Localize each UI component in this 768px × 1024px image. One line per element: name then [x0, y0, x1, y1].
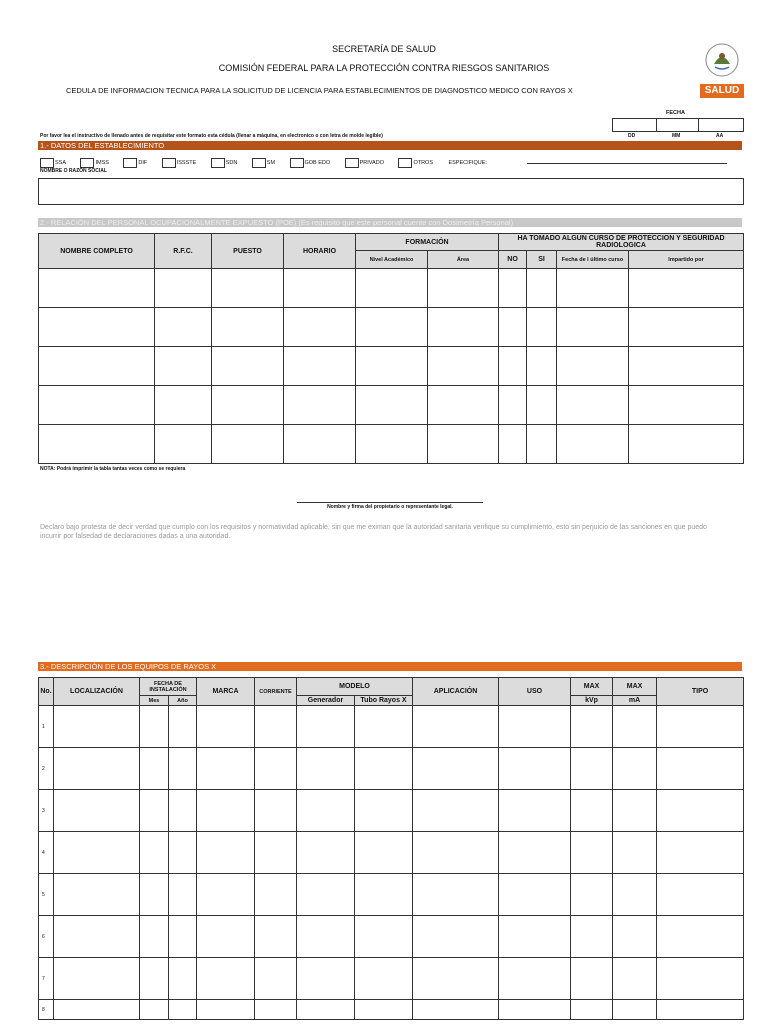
table-cell[interactable] — [613, 706, 657, 748]
table-cell[interactable] — [499, 269, 527, 308]
fecha-label: FECHA — [666, 110, 685, 116]
row-number: 8 — [39, 1000, 54, 1020]
table-cell[interactable] — [140, 790, 169, 832]
table-cell[interactable] — [413, 874, 499, 916]
table-cell[interactable] — [297, 832, 355, 874]
option-label: ISSSTE — [176, 159, 197, 166]
checkbox-sm[interactable] — [252, 158, 266, 168]
table-cell[interactable] — [54, 748, 140, 790]
table-cell[interactable] — [657, 916, 744, 958]
table-cell[interactable] — [413, 790, 499, 832]
table-cell[interactable] — [557, 386, 629, 425]
equipment-table — [38, 677, 744, 1020]
table-cell[interactable] — [428, 308, 499, 347]
table-cell[interactable] — [212, 269, 284, 308]
table-cell[interactable] — [571, 832, 613, 874]
table-cell[interactable] — [571, 1000, 613, 1020]
table-cell[interactable] — [255, 1000, 297, 1020]
table-cell[interactable] — [297, 790, 355, 832]
option-label: OTROS — [413, 159, 433, 166]
col-mes: Mes — [140, 696, 169, 706]
section3-title: 3.- DESCRIPCIÓN DE LOS EQUIPOS DE RAYOS X — [38, 662, 742, 671]
header-line3: CEDULA DE INFORMACION TECNICA PARA LA SOLICITUD DE LICENCIA PARA ESTABLECIMIENTOS DE DIAGNOSTICO MEDICO CON RAYOS X — [66, 86, 573, 95]
table-cell[interactable] — [197, 916, 255, 958]
personnel-table — [38, 233, 744, 464]
table-cell[interactable] — [629, 269, 744, 308]
table-cell[interactable] — [557, 425, 629, 464]
row-number: 4 — [39, 832, 54, 874]
table-cell[interactable] — [355, 874, 413, 916]
table-cell[interactable] — [499, 308, 527, 347]
table-cell[interactable] — [571, 706, 613, 748]
col-anio: Año — [169, 696, 197, 706]
table-cell[interactable] — [169, 874, 197, 916]
table-cell[interactable] — [284, 308, 356, 347]
table-row — [39, 386, 744, 425]
table-cell[interactable] — [527, 308, 557, 347]
table-cell[interactable] — [197, 748, 255, 790]
table-cell[interactable] — [356, 425, 428, 464]
table-cell[interactable] — [39, 425, 155, 464]
table-row — [39, 790, 744, 832]
checkbox-ssa[interactable] — [40, 158, 54, 168]
table-cell[interactable] — [197, 790, 255, 832]
table-cell[interactable] — [169, 958, 197, 1000]
table-cell[interactable] — [39, 347, 155, 386]
table-cell[interactable] — [413, 706, 499, 748]
table-cell[interactable] — [657, 832, 744, 874]
fecha-mm-field[interactable] — [656, 118, 700, 132]
checkbox-otros[interactable] — [398, 158, 412, 168]
checkbox-imss[interactable] — [80, 158, 94, 168]
table-cell[interactable] — [54, 1000, 140, 1020]
option-label: SDN — [225, 159, 238, 166]
section1-title: 1.- DATOS DEL ESTABLECIMIENTO — [38, 141, 742, 150]
table-row — [39, 1000, 744, 1020]
row-number: 2 — [39, 748, 54, 790]
table-cell[interactable] — [212, 386, 284, 425]
table-cell[interactable] — [355, 748, 413, 790]
col-formacion: FORMACIÓN — [356, 234, 499, 251]
col-fecha-instalacion: FECHA DE INSTALACIÓN — [140, 678, 197, 696]
col-no: NO — [499, 251, 527, 269]
table-cell[interactable] — [355, 916, 413, 958]
table-cell[interactable] — [499, 706, 571, 748]
table-cell[interactable] — [499, 874, 571, 916]
fecha-mm-label: MM — [672, 133, 681, 139]
table-cell[interactable] — [155, 347, 212, 386]
table-cell[interactable] — [571, 916, 613, 958]
table-cell[interactable] — [499, 347, 527, 386]
table-cell[interactable] — [629, 386, 744, 425]
col-max-kvp-top: MAX — [571, 678, 613, 696]
table-cell[interactable] — [499, 1000, 571, 1020]
table-cell[interactable] — [54, 958, 140, 1000]
table-cell[interactable] — [657, 1000, 744, 1020]
table-cell[interactable] — [356, 347, 428, 386]
especifique-label: ESPECIFIQUE: — [448, 159, 487, 166]
table-cell[interactable] — [54, 832, 140, 874]
col-tubo: Tubo Rayos X — [355, 696, 413, 706]
col-corriente: CORRIENTE — [255, 678, 297, 706]
table-cell[interactable] — [255, 748, 297, 790]
table-cell[interactable] — [657, 958, 744, 1000]
table-row — [39, 347, 744, 386]
fecha-aa-label: AA — [716, 133, 724, 139]
col-horario: HORARIO — [284, 234, 356, 269]
table-cell[interactable] — [413, 748, 499, 790]
col-max-ma-top: MAX — [613, 678, 657, 696]
table-cell[interactable] — [356, 386, 428, 425]
option-label: IMSS — [95, 159, 109, 166]
col-puesto: PUESTO — [212, 234, 284, 269]
table-row — [39, 832, 744, 874]
table-cell[interactable] — [657, 748, 744, 790]
checkbox-dif[interactable] — [123, 158, 137, 168]
table-cell[interactable] — [140, 706, 169, 748]
table-cell[interactable] — [355, 706, 413, 748]
checkbox-sdn[interactable] — [211, 158, 225, 168]
table-cell[interactable] — [140, 958, 169, 1000]
table-cell[interactable] — [297, 1000, 355, 1020]
signature-label: Nombre y firma del propietario o representante legal. — [327, 504, 453, 510]
table-cell[interactable] — [255, 832, 297, 874]
instruction-text: Por favor lea el instructivo de llenado antes de requisitar este formato esta cédula (llenar a máquina, en electronico o con letra de molde legible) — [40, 133, 383, 139]
table-cell[interactable] — [355, 1000, 413, 1020]
table-cell[interactable] — [297, 706, 355, 748]
eagle-seal-icon — [704, 42, 740, 78]
table-cell[interactable] — [169, 916, 197, 958]
checkbox-gob-edo[interactable] — [290, 158, 304, 168]
table-cell[interactable] — [499, 790, 571, 832]
table-cell[interactable] — [255, 958, 297, 1000]
row-number: 7 — [39, 958, 54, 1000]
table-cell[interactable] — [499, 748, 571, 790]
table-cell[interactable] — [54, 874, 140, 916]
table-cell[interactable] — [212, 425, 284, 464]
table-row — [39, 308, 744, 347]
option-label: PRIVADO — [359, 159, 384, 166]
fecha-dd-label: DD — [628, 133, 636, 139]
table-cell[interactable] — [140, 874, 169, 916]
table-cell[interactable] — [629, 425, 744, 464]
col-aplicacion: APLICACIÓN — [413, 678, 499, 706]
table-cell[interactable] — [284, 269, 356, 308]
table-cell[interactable] — [657, 706, 744, 748]
table-cell[interactable] — [297, 874, 355, 916]
table-cell[interactable] — [629, 308, 744, 347]
table-cell[interactable] — [571, 874, 613, 916]
table-note: NOTA: Podrá imprimir la tabla tantas veces como se requiera — [40, 466, 186, 472]
col-generador: Generador — [297, 696, 355, 706]
salud-label: SALUD — [700, 84, 744, 98]
fecha-aa-field[interactable] — [698, 118, 744, 132]
table-cell[interactable] — [571, 748, 613, 790]
table-cell[interactable] — [140, 748, 169, 790]
table-cell[interactable] — [629, 347, 744, 386]
table-cell[interactable] — [499, 832, 571, 874]
table-row — [39, 916, 744, 958]
table-cell[interactable] — [169, 748, 197, 790]
col-rfc: R.F.C. — [155, 234, 212, 269]
col-area: Área — [428, 251, 499, 269]
table-cell[interactable] — [413, 832, 499, 874]
table-cell[interactable] — [197, 1000, 255, 1020]
table-cell[interactable] — [197, 958, 255, 1000]
table-cell[interactable] — [356, 308, 428, 347]
especifique-field[interactable] — [527, 163, 727, 164]
table-cell[interactable] — [527, 347, 557, 386]
table-cell[interactable] — [355, 958, 413, 1000]
table-cell[interactable] — [571, 790, 613, 832]
table-cell[interactable] — [140, 916, 169, 958]
col-fecha-curso: Fecha de l último curso — [557, 251, 629, 269]
table-cell[interactable] — [499, 425, 527, 464]
table-cell[interactable] — [197, 706, 255, 748]
table-cell[interactable] — [413, 916, 499, 958]
table-cell[interactable] — [284, 347, 356, 386]
table-cell[interactable] — [557, 347, 629, 386]
table-cell[interactable] — [355, 790, 413, 832]
table-row — [39, 748, 744, 790]
option-label: DIF — [138, 159, 148, 166]
table-cell[interactable] — [169, 832, 197, 874]
table-cell[interactable] — [613, 832, 657, 874]
table-cell[interactable] — [39, 269, 155, 308]
table-cell[interactable] — [613, 958, 657, 1000]
table-cell[interactable] — [284, 386, 356, 425]
col-ma: mA — [613, 696, 657, 706]
table-cell[interactable] — [155, 269, 212, 308]
table-cell[interactable] — [657, 790, 744, 832]
establishment-type-options — [40, 154, 497, 172]
table-cell[interactable] — [356, 269, 428, 308]
table-cell[interactable] — [197, 832, 255, 874]
col-localizacion: LOCALIZACIÓN — [54, 678, 140, 706]
table-cell[interactable] — [355, 832, 413, 874]
table-cell[interactable] — [140, 832, 169, 874]
header-line2: COMISIÓN FEDERAL PARA LA PROTECCIÓN CONTRA RIESGOS SANITARIOS — [218, 63, 550, 73]
table-cell[interactable] — [657, 874, 744, 916]
table-cell[interactable] — [212, 308, 284, 347]
table-row — [39, 874, 744, 916]
section2-title: 2.- RELACIÓN DEL PERSONAL OCUPACIONALMENTE EXPUESTO (POE) (Es requisito que este personal cuente con Dosimetría Personal) — [38, 218, 742, 227]
table-cell[interactable] — [527, 269, 557, 308]
table-row — [39, 269, 744, 308]
col-si: SI — [527, 251, 557, 269]
table-cell[interactable] — [212, 347, 284, 386]
option-label: GOB EDO — [304, 159, 331, 166]
col-kvp: kVp — [571, 696, 613, 706]
table-cell[interactable] — [613, 1000, 657, 1020]
table-cell[interactable] — [255, 706, 297, 748]
table-cell[interactable] — [527, 425, 557, 464]
table-cell[interactable] — [428, 347, 499, 386]
table-cell[interactable] — [297, 748, 355, 790]
table-cell[interactable] — [284, 425, 356, 464]
table-cell[interactable] — [255, 916, 297, 958]
col-tipo: TIPO — [657, 678, 744, 706]
fecha-dd-field[interactable] — [612, 118, 658, 132]
row-number: 6 — [39, 916, 54, 958]
table-cell[interactable] — [255, 874, 297, 916]
col-uso: USO — [499, 678, 571, 706]
table-cell[interactable] — [169, 706, 197, 748]
row-number: 1 — [39, 706, 54, 748]
table-cell[interactable] — [255, 790, 297, 832]
table-cell[interactable] — [297, 958, 355, 1000]
table-cell[interactable] — [169, 1000, 197, 1020]
table-cell[interactable] — [499, 916, 571, 958]
table-cell[interactable] — [54, 916, 140, 958]
table-cell[interactable] — [297, 916, 355, 958]
col-impartido: Impartido por — [629, 251, 744, 269]
table-cell[interactable] — [155, 386, 212, 425]
col-nombre: NOMBRE COMPLETO — [39, 234, 155, 269]
table-cell[interactable] — [54, 790, 140, 832]
table-cell[interactable] — [140, 1000, 169, 1020]
table-row — [39, 958, 744, 1000]
table-cell[interactable] — [39, 308, 155, 347]
table-cell[interactable] — [428, 386, 499, 425]
table-cell[interactable] — [557, 269, 629, 308]
col-curso: HA TOMADO ALGUN CURSO DE PROTECCION Y SEGURIDAD RADIOLOGICA — [499, 234, 744, 251]
table-cell[interactable] — [413, 958, 499, 1000]
table-cell[interactable] — [499, 386, 527, 425]
declaration-text: Declaro bajo protesta de decir verdad que cumplo con los requisitos y normatividad aplicable, sin que me eximan que la autoridad sanitaria verifique su cumplimiento, esto sin perjuicio de las sanciones en que puedo incurrir por falsedad de declaraciones dadas a una autoridad. — [40, 524, 707, 540]
table-cell[interactable] — [613, 874, 657, 916]
table-cell[interactable] — [413, 1000, 499, 1020]
col-nivel: Nivel Académico — [356, 251, 428, 269]
checkbox-privado[interactable] — [345, 158, 359, 168]
col-modelo: MODELO — [297, 678, 413, 696]
table-cell[interactable] — [169, 790, 197, 832]
table-cell[interactable] — [527, 386, 557, 425]
col-marca: MARCA — [197, 678, 255, 706]
table-row — [39, 706, 744, 748]
table-cell[interactable] — [557, 308, 629, 347]
checkbox-issste[interactable] — [162, 158, 176, 168]
table-cell[interactable] — [155, 425, 212, 464]
table-cell[interactable] — [54, 706, 140, 748]
signature-line[interactable] — [297, 502, 483, 503]
razon-social-label: NOMBRE O RAZÓN SOCIAL — [40, 168, 107, 174]
option-label: SM — [266, 159, 276, 166]
table-cell[interactable] — [613, 790, 657, 832]
header-line1: SECRETARÍA DE SALUD — [332, 44, 436, 54]
table-cell[interactable] — [613, 916, 657, 958]
table-cell[interactable] — [428, 269, 499, 308]
table-cell[interactable] — [197, 874, 255, 916]
table-cell[interactable] — [613, 748, 657, 790]
table-cell[interactable] — [155, 308, 212, 347]
salud-logo — [700, 42, 744, 100]
row-number: 5 — [39, 874, 54, 916]
col-no: No. — [39, 678, 54, 706]
row-number: 3 — [39, 790, 54, 832]
table-cell[interactable] — [39, 386, 155, 425]
razon-social-field[interactable] — [38, 178, 744, 205]
option-label: SSA — [55, 159, 67, 166]
table-cell[interactable] — [428, 425, 499, 464]
table-row — [39, 425, 744, 464]
table-cell[interactable] — [571, 958, 613, 1000]
table-cell[interactable] — [499, 958, 571, 1000]
